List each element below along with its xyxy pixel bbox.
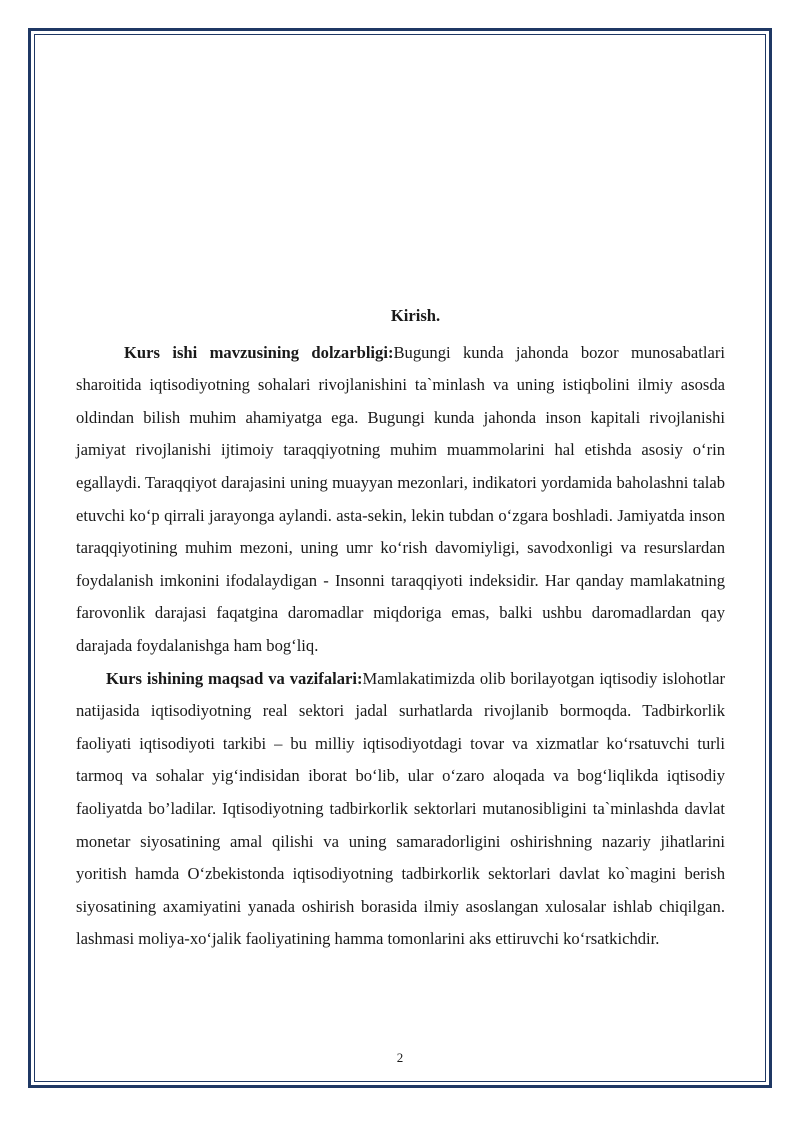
paragraph-lead-goals: Kurs ishining maqsad va vazifalari: — [106, 668, 363, 688]
section-heading: Kirish. — [390, 306, 441, 325]
document-body — [76, 300, 725, 956]
paragraph-relevance — [76, 337, 725, 663]
paragraph-text-goals: Mamlakatimizda olib borilayotgan iqtisodiy islohotlar natijasida iqtisodiyotning real sektori jadal surhatlarda rivojlanib bormoqda. Tadbirkorlik faoliyati iqtisodiyoti tarkibi – bu milliy iqtisodiyotdagi tovar va xizmatlar ko‘rsatuvchi turli tarmoq va sohalar yig‘indisidan iborat bo‘lib, ular o‘zaro aloqada va bog‘liqlikda iqtisodiy faoliyatda bo’ladilar. Iqtisodiyotning tadbirkorlik sektorlari mutanosibligini ta`minlashda davlat monetar siyosatining amal qilishi va uning samaradorligini oshirishning nazariy jihatlarini yoritish hamda O‘zbekistonda iqtisodiyotning tadbirkorlik sektorlari davlat ko`magini berish siyosatining axamiyatini yanada oshirish borasida ilmiy asoslangan xulosalar ishlab chiqilgan. lashmasi moliya-xo‘jalik faoliyatining hamma tomonlarini aks ettiruvchi ko‘rsatkichdir. — [76, 668, 725, 949]
paragraph-lead-relevance: Kurs ishi mavzusining dolzarbligi: — [124, 342, 394, 362]
paragraph-text-relevance: Bugungi kunda jahonda bozor munosabatlari sharoitida iqtisodiyotning sohalari rivojlanishini ta`minlash va uning istiqbolini ilmiy asosda oldindan bilish muhim ahamiyatga ega. Bugungi kunda jahonda inson kapitali rivojlanishi jamiyat rivojlanishi ijtimoiy taraqqiyotning muhim muammolarini hal etishda asosiy o‘rin egallaydi. Taraqqiyot darajasini uning muayyan mezonlari, indikatori yordamida baholashni talab etuvchi ko‘p qirrali jarayonga aylandi. asta-sekin, lekin tubdan o‘zgara boshladi. Jamiyatda inson taraqqiyotining muhim mezoni, uning umr ko‘rish davomiyligi, savodxonligi va resurslardan foydalanish imkonini ifodalaydigan - Insonni taraqqiyoti indeksidir. Har qanday mamlakatning farovonlik darajasi faqatgina daromadlar miqdoriga emas, balki ushbu daromadlardan qay darajada foydalanishga ham bog‘liq. — [76, 342, 725, 655]
page-number: 2 — [396, 1050, 404, 1065]
paragraph-goals — [76, 663, 725, 956]
